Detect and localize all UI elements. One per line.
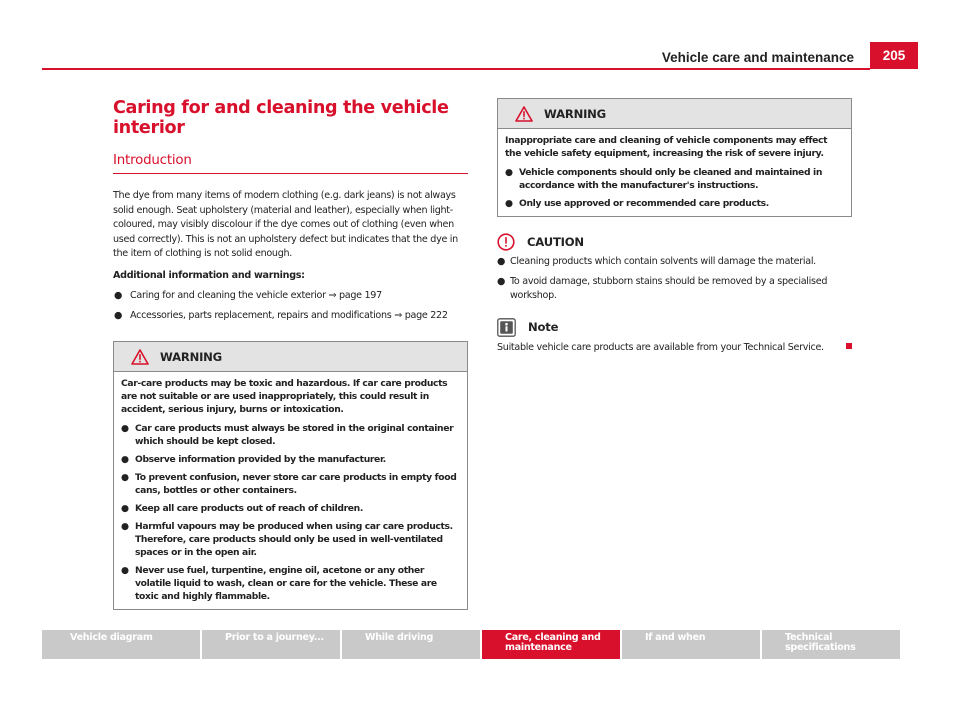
tab-vehicle-diagram[interactable]: Vehicle diagram <box>42 630 200 659</box>
subsection-title: Introduction <box>113 153 468 174</box>
note-label: Note <box>528 320 559 334</box>
tab-care-cleaning-maintenance[interactable]: Care, cleaning and maintenance <box>482 630 620 659</box>
caution-label: CAUTION <box>527 235 584 249</box>
caution-header <box>497 233 852 251</box>
note-header <box>497 318 852 337</box>
bullet-icon: ● <box>121 521 129 532</box>
warning-label: WARNING <box>544 106 607 121</box>
bullet-icon: ● <box>497 256 506 267</box>
list-item[interactable]: ● Accessories, parts replacement, repairs and modifications ⇒ page 222 <box>113 309 468 324</box>
warning-box-body <box>498 129 851 216</box>
left-column <box>113 98 468 630</box>
warning-box <box>113 341 468 610</box>
list-item: ● Harmful vapours may be produced when using car care products. Therefore, care products should only be used in well-ventilated spaces or in the open air. <box>121 521 453 558</box>
caution-exclamation-icon <box>497 233 515 251</box>
running-header-title: Vehicle care and maintenance <box>661 50 854 65</box>
bullet-icon: ● <box>114 309 123 321</box>
section-title: Caring for and cleaning the vehicle interior <box>113 98 449 138</box>
list-item: ● To avoid damage, stubborn stains should be removed by a specialised workshop. <box>497 275 828 301</box>
warning-box-header <box>114 342 467 372</box>
warning-intro: Car-care products may be toxic and hazardous. If car care products are not suitable or are used inappropriately, this could result in accident, serious injury, burns or intoxication. <box>121 378 448 415</box>
tab-technical-specifications[interactable]: Technical specifications <box>762 630 900 659</box>
list-item: ● To prevent confusion, never store car care products in empty food cans, bottles or other containers. <box>121 472 457 496</box>
bullet-icon: ● <box>121 423 129 434</box>
list-item: ● Observe information provided by the manufacturer. <box>121 454 386 465</box>
bullet-icon: ● <box>121 472 129 483</box>
right-column <box>497 98 852 362</box>
list-item: ● Car care products must always be stored in the original container which should be kept closed. <box>121 423 454 447</box>
warning-triangle-icon <box>131 349 149 365</box>
warning-intro: Inappropriate care and cleaning of vehicle components may effect the vehicle safety equipment, increasing the risk of severe injury. <box>505 135 828 159</box>
header-rule <box>42 68 870 70</box>
warning-label: WARNING <box>160 349 223 364</box>
list-item: ● Vehicle components should only be cleaned and maintained in accordance with the manufacturer's instructions. <box>505 167 823 191</box>
list-item: ● Never use fuel, turpentine, engine oil, acetone or any other volatile liquid to wash, clean or care for the vehicle. These are toxic and highly flammable. <box>121 565 437 602</box>
warning-box-body <box>114 372 467 609</box>
bullet-icon: ● <box>121 565 129 576</box>
end-of-section-marker-icon <box>846 343 852 349</box>
intro-paragraph: The dye from many items of modern clothing (e.g. dark jeans) is not always solid enough. Seat upholstery (material and leather), especially when light-coloured, may visibly discolour if the dye comes out of clothing (even when used correctly). This is not an upholstery defect but indicates that the dye in the item of clothing is not solid enough. <box>113 190 458 259</box>
list-item: ● Keep all care products out of reach of children. <box>121 503 364 514</box>
warning-box <box>497 98 852 217</box>
additional-info-heading: Additional information and warnings: <box>113 269 305 281</box>
tab-prior-to-journey[interactable]: Prior to a journey... <box>202 630 340 659</box>
warning-triangle-icon <box>515 106 533 122</box>
bullet-icon: ● <box>497 275 506 287</box>
tab-if-and-when[interactable]: If and when <box>622 630 760 659</box>
bullet-icon: ● <box>121 454 129 465</box>
chapter-tabs <box>42 630 900 659</box>
note-text: Suitable vehicle care products are available from your Technical Service. <box>497 341 852 356</box>
bullet-icon: ● <box>114 290 123 301</box>
list-item: ● Only use approved or recommended care products. <box>505 198 769 209</box>
bullet-icon: ● <box>505 198 513 209</box>
note-info-icon <box>497 318 516 337</box>
list-item[interactable]: ● Caring for and cleaning the vehicle exterior ⇒ page 197 <box>113 289 468 304</box>
bullet-icon: ● <box>121 503 129 514</box>
list-item: ● Cleaning products which contain solvents will damage the material. <box>497 255 852 270</box>
bullet-icon: ● <box>505 167 513 178</box>
tab-while-driving[interactable]: While driving <box>342 630 480 659</box>
page-number-badge: 205 <box>870 42 918 69</box>
warning-box-header <box>498 99 851 129</box>
